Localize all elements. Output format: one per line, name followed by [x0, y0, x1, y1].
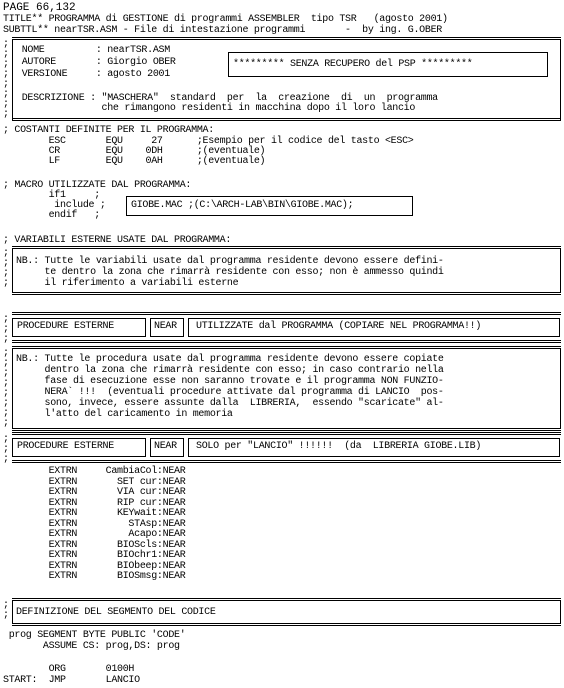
- var-nb-1: NB.: Tutte le variabili usate dal programma residente devono essere defini-: [16, 256, 444, 267]
- var-left-rule: [12, 249, 13, 293]
- extrn-line: EXTRN VIA cur:NEAR: [3, 487, 186, 498]
- comment-column: ; ; ;: [3, 434, 10, 465]
- proc2-top-rule: [12, 432, 561, 435]
- proc1-label: PROCEDURE ESTERNE: [17, 321, 114, 332]
- info-left-rule: [12, 40, 13, 120]
- extrn-line: EXTRN BIObeep:NEAR: [3, 560, 186, 572]
- info-bottom-rule: [12, 118, 561, 121]
- title-directive: TITLE** PROGRAMMA di GESTIONE di programmi ASSEMBLER tipo TSR (agosto 2001): [3, 14, 448, 25]
- proc1-top-rule: [12, 312, 561, 315]
- seg-top-rule: [12, 598, 561, 601]
- nb2-left-rule: [12, 349, 13, 429]
- macro-include: include ;: [3, 200, 106, 211]
- proc2-desc: SOLO per "LANCIO" !!!!!! (da LIBRERIA GIOBE.LIB): [196, 441, 482, 452]
- nb2-line-4: NERA` !!! (eventuali procedure attivate dal programma di LANCIO pos-: [16, 387, 444, 398]
- var-bottom-rule: [12, 292, 561, 295]
- comment-column: ; ; ; ; ; ; ; ;: [3, 39, 10, 120]
- macro-title: ; MACRO UTILIZZATE DAL PROGRAMMA:: [3, 180, 192, 191]
- info-autore: AUTORE : Giorgio OBER: [16, 57, 176, 68]
- nb2-bottom-rule: [12, 428, 561, 431]
- info-versione: VERSIONE : agosto 2001: [16, 69, 170, 80]
- nb2-right-rule: [560, 349, 561, 429]
- start-line: START: JMP LANCIO: [3, 675, 140, 686]
- comment-column: ; ; ; ; ; ; ; ;: [3, 348, 10, 429]
- seg-bottom-rule: [12, 623, 561, 626]
- info-top-rule: [12, 37, 561, 40]
- extrn-line: EXTRN BIOSmsg:NEAR: [3, 571, 186, 582]
- psp-note: ********* SENZA RECUPERO del PSP *********: [233, 59, 473, 70]
- extrn-line: EXTRN STAsp:NEAR: [3, 518, 186, 530]
- proc1-bottom-rule: [12, 340, 561, 343]
- extrn-line: EXTRN RIP cur:NEAR: [3, 497, 186, 509]
- page-directive: PAGE 66,132: [3, 2, 76, 14]
- segmento-title: DEFINIZIONE DEL SEGMENTO DEL CODICE: [16, 607, 216, 618]
- info-right-rule: [560, 40, 561, 120]
- comment-column: ; ; ; ;: [3, 248, 10, 289]
- extrn-line: EXTRN SET cur:NEAR: [3, 476, 186, 488]
- comment-column: ; ; ;: [3, 314, 10, 345]
- nb2-line-1: NB.: Tutte le procedura usate dal programma residente devono essere copiate: [16, 354, 444, 365]
- info-descrizione-2: che rimangono residenti in macchina dopo il loro lancio: [16, 103, 416, 114]
- nb2-line-2: dentro la zona che rimarrà residente con esso; in caso contrario nella: [16, 365, 444, 376]
- proc1-desc: UTILIZZATE dal PROGRAMMA (COPIARE NEL PROGRAMMA!!): [196, 321, 482, 332]
- include-path: GIOBE.MAC ;(C:\ARCH-LAB\BIN\GIOBE.MAC);: [131, 200, 354, 211]
- proc2-label: PROCEDURE ESTERNE: [17, 441, 114, 452]
- nb2-line-6: l'atto del caricamento in memoria: [16, 409, 233, 420]
- variabili-title: ; VARIABILI ESTERNE USATE DAL PROGRAMMA:: [3, 235, 232, 246]
- macro-endif: endif ;: [3, 210, 100, 221]
- var-nb-2: te dentro la zona che rimarrà residente con esso; non è ammesso quindi: [16, 267, 444, 278]
- proc2-near: NEAR: [154, 441, 177, 452]
- var-top-rule: [12, 246, 561, 249]
- costanti-title: ; COSTANTI DEFINITE PER IL PROGRAMMA:: [3, 125, 214, 136]
- comment-column: ; ;: [3, 600, 10, 621]
- info-nome: NOME : nearTSR.ASM: [16, 45, 170, 56]
- extrn-line: EXTRN KEYwait:NEAR: [3, 508, 186, 519]
- extrn-line: EXTRN Acapo:NEAR: [3, 529, 186, 540]
- extrn-line: EXTRN BIOchr1:NEAR: [3, 550, 186, 561]
- nb2-line-3: fase di esecuzione esse non saranno trovate e il programma NON FUNZIO-: [16, 376, 444, 387]
- seg-right-rule: [560, 601, 561, 623]
- nb2-line-5: sono, invece, essere assunte dalla LIBRERIA, essendo "scaricate" al-: [16, 398, 444, 409]
- info-descrizione: DESCRIZIONE : "MASCHERA" standard per la creazione di un programma: [16, 93, 438, 104]
- assume-line: ASSUME CS: prog,DS: prog: [3, 641, 180, 652]
- const-esc: ESC EQU 27 ;Esempio per il codice del tasto <ESC>: [3, 136, 414, 147]
- subttl-directive: SUBTTL** nearTSR.ASM - File di intestazione programmi - by ing. G.OBER: [3, 25, 442, 36]
- macro-if1: if1 ;: [3, 190, 100, 201]
- seg-left-rule: [12, 601, 13, 623]
- nb2-top-rule: [12, 346, 561, 349]
- proc1-near: NEAR: [154, 321, 177, 332]
- const-cr: CR EQU 0DH ;(eventuale): [3, 146, 266, 157]
- org-line: ORG 0100H: [3, 664, 135, 675]
- proc2-bottom-rule: [12, 460, 561, 463]
- extrn-line: EXTRN BIOScls:NEAR: [3, 539, 186, 551]
- prog-segment: prog SEGMENT BYTE PUBLIC 'CODE': [3, 630, 186, 641]
- var-right-rule: [560, 249, 561, 293]
- var-nb-3: il riferimento a variabili esterne: [16, 278, 239, 289]
- extrn-line: EXTRN CambiaCol:NEAR: [3, 466, 186, 477]
- const-lf: LF EQU 0AH ;(eventuale): [3, 156, 266, 167]
